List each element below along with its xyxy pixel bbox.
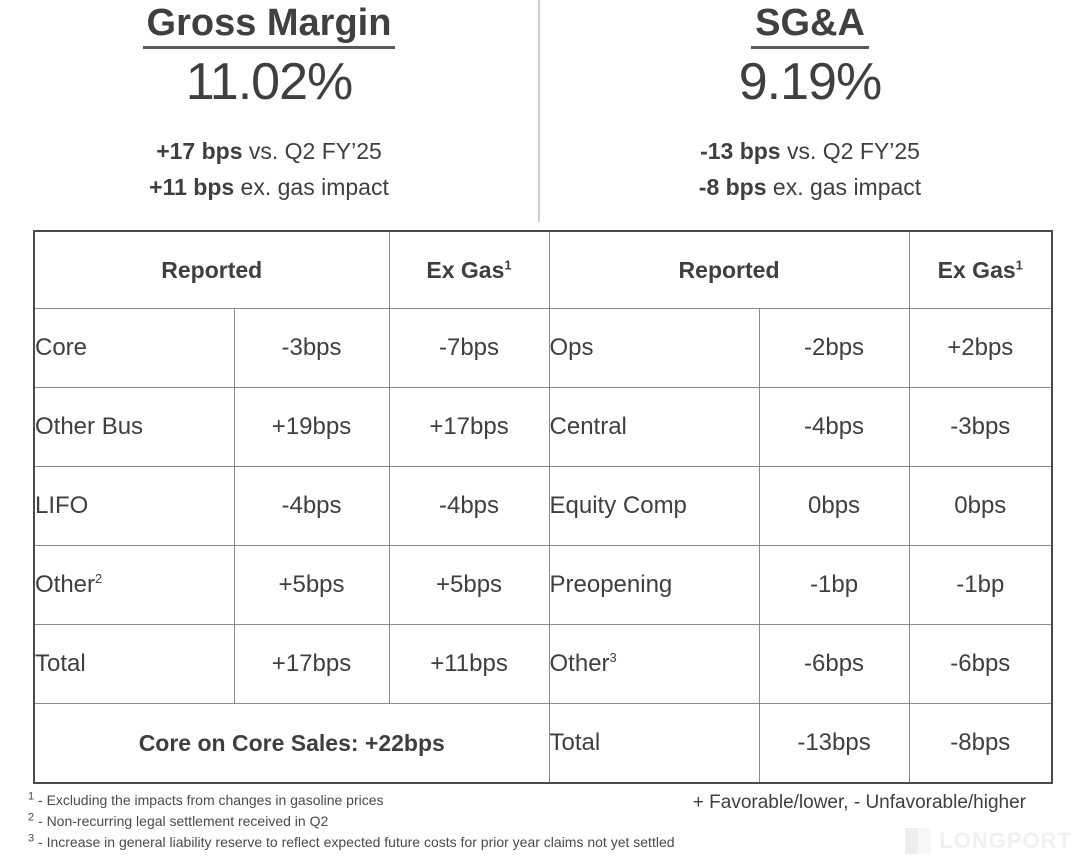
sga-total-reported: -13bps	[759, 704, 909, 784]
gross-margin-exgas-label: ex. gas impact	[234, 174, 389, 200]
sga-row-reported: 0bps	[759, 467, 909, 546]
sga-sub-line-1	[540, 133, 1080, 169]
header-sga-reported: Reported	[549, 231, 909, 309]
sga-header	[540, 0, 1080, 222]
sga-exgas-change: -8 bps	[698, 174, 767, 200]
gm-row-exgas: +11bps	[389, 625, 549, 704]
header-gm-exgas-footnote-marker: 1	[504, 256, 512, 272]
sga-row-label-text: Central	[549, 413, 627, 440]
header-gm-reported: Reported	[34, 231, 389, 309]
header-gm-exgas	[389, 231, 549, 309]
sga-bps-compare: vs. Q2 FY’25	[780, 138, 920, 164]
gm-row-label-text: Other	[35, 571, 96, 598]
gross-margin-header	[0, 0, 540, 222]
footnotes	[28, 790, 675, 853]
gm-row-label-text: LIFO	[35, 492, 89, 519]
gm-row-label	[34, 309, 234, 388]
gross-margin-bps-change: +17 bps	[156, 138, 243, 164]
core-on-core-sales: Core on Core Sales: +22bps	[34, 704, 549, 784]
header-sga-exgas-label: Ex Gas	[937, 256, 1016, 283]
gm-row-exgas: +17bps	[389, 388, 549, 467]
gross-margin-bps-compare: vs. Q2 FY’25	[242, 138, 382, 164]
sga-sub-line-2	[540, 169, 1080, 205]
sga-exgas-label: ex. gas impact	[766, 174, 922, 200]
footnote-3	[28, 832, 675, 853]
gross-margin-exgas-change: +11 bps	[149, 174, 235, 200]
sga-row-label-text: Equity Comp	[549, 492, 687, 519]
table-row	[34, 388, 1052, 467]
sga-value: 9.19%	[738, 53, 882, 111]
sga-row-label-sup: 3	[609, 650, 617, 665]
sga-row-label-text: Preopening	[549, 571, 673, 598]
sign-legend: + Favorable/lower, - Unfavorable/higher	[692, 792, 1026, 813]
sga-row-exgas: 0bps	[909, 467, 1052, 546]
table-row	[34, 625, 1052, 704]
sga-row-reported: -2bps	[759, 309, 909, 388]
sga-bps-change: -13 bps	[700, 138, 781, 164]
gross-margin-sub-line-1	[0, 133, 538, 169]
sga-row-label	[549, 625, 759, 704]
gm-row-exgas: -4bps	[389, 467, 549, 546]
gm-row-reported: -4bps	[234, 467, 389, 546]
gm-row-reported: +5bps	[234, 546, 389, 625]
gm-row-reported: +17bps	[234, 625, 389, 704]
table-header-row	[34, 231, 1052, 309]
gross-margin-sub-line-2	[0, 169, 538, 205]
footnote-1-text: - Excluding the impacts from changes in gasoline prices	[34, 792, 384, 808]
sga-row-label	[549, 546, 759, 625]
gm-row-label-text: Other Bus	[35, 413, 144, 440]
sga-total-label: Total	[549, 704, 759, 784]
bps-bridge-table-wrapper	[33, 230, 1051, 784]
gm-row-exgas: -7bps	[389, 309, 549, 388]
table-header	[34, 231, 1052, 309]
sga-row-reported: -6bps	[759, 625, 909, 704]
header-sga-exgas	[909, 231, 1052, 309]
gm-row-label-text: Total	[35, 650, 86, 677]
metrics-header	[0, 0, 1080, 222]
sga-total-exgas: -8bps	[909, 704, 1052, 784]
table-row	[34, 467, 1052, 546]
sga-row-exgas: -1bp	[909, 546, 1052, 625]
header-gm-exgas-label: Ex Gas	[426, 256, 505, 283]
sga-row-label	[549, 309, 759, 388]
footnote-2-number: 2	[28, 811, 35, 824]
table-footer-row	[34, 704, 1052, 784]
longport-logo-icon	[905, 828, 931, 854]
sga-row-label-text: Other	[549, 650, 610, 677]
footnote-1	[28, 790, 675, 811]
footnote-3-text: - Increase in general liability reserve to reflect expected future costs for prior year claims not yet settled	[34, 834, 675, 850]
sga-row-reported: -4bps	[759, 388, 909, 467]
gm-row-reported: -3bps	[234, 309, 389, 388]
header-sga-exgas-footnote-marker: 1	[1015, 256, 1023, 272]
footnote-2	[28, 811, 675, 832]
table-body	[34, 309, 1052, 784]
sga-row-exgas: -3bps	[909, 388, 1052, 467]
footnote-2-text: - Non-recurring legal settlement received in Q2	[34, 813, 329, 829]
table-row	[34, 309, 1052, 388]
sga-title: SG&A	[751, 2, 869, 49]
sga-row-reported: -1bp	[759, 546, 909, 625]
gross-margin-title: Gross Margin	[143, 2, 396, 49]
watermark-label: LONGPORT	[939, 828, 1072, 853]
table-row	[34, 546, 1052, 625]
gm-row-label	[34, 467, 234, 546]
gm-row-label	[34, 625, 234, 704]
gm-row-label-sup: 2	[95, 571, 103, 586]
bps-bridge-table	[33, 230, 1053, 784]
sga-subtext	[540, 133, 1080, 205]
sga-row-exgas: -6bps	[909, 625, 1052, 704]
sga-row-label-text: Ops	[549, 334, 594, 361]
footnote-3-number: 3	[28, 832, 35, 845]
sga-row-exgas: +2bps	[909, 309, 1052, 388]
sga-row-label	[549, 467, 759, 546]
gm-row-label	[34, 546, 234, 625]
watermark	[905, 828, 1072, 854]
gross-margin-value: 11.02%	[185, 53, 353, 111]
gross-margin-subtext	[0, 133, 538, 205]
gm-row-reported: +19bps	[234, 388, 389, 467]
gm-row-exgas: +5bps	[389, 546, 549, 625]
sga-row-label	[549, 388, 759, 467]
footnote-1-number: 1	[28, 790, 35, 803]
gm-row-label	[34, 388, 234, 467]
gm-row-label-text: Core	[35, 334, 88, 361]
